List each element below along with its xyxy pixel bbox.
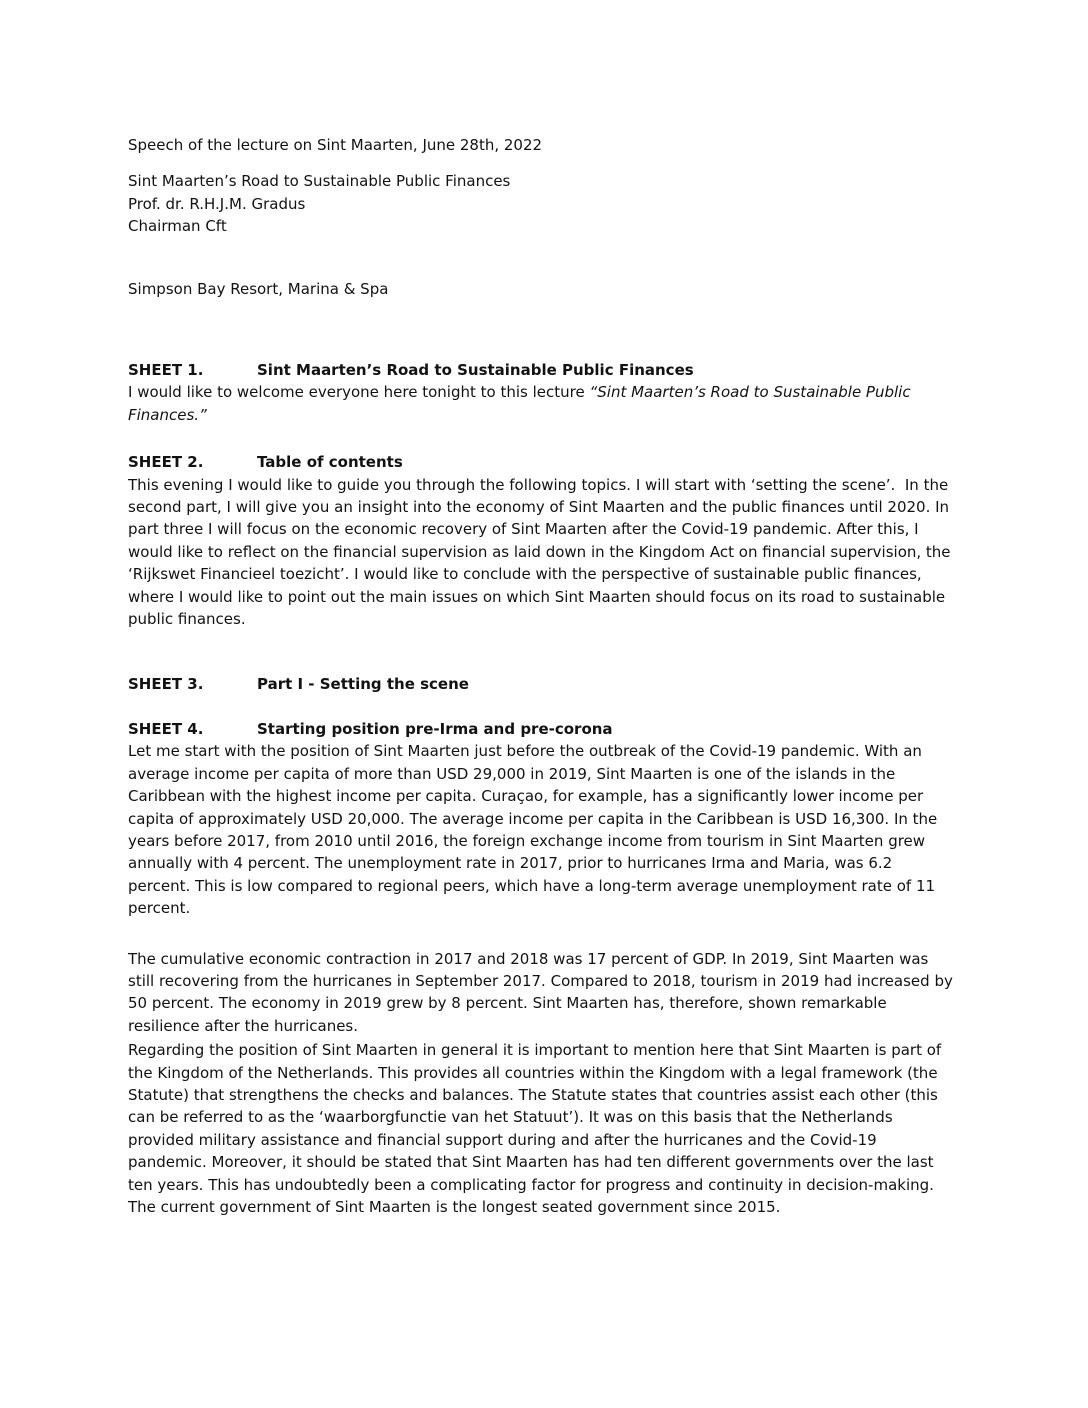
title-block — [128, 170, 958, 237]
sheet-title: Starting position pre-Irma and pre-corona — [257, 719, 613, 738]
section-sheet-1 — [128, 359, 958, 426]
section-heading — [128, 718, 958, 740]
section-heading — [128, 451, 958, 473]
author-line: Prof. dr. R.H.J.M. Gradus — [128, 194, 306, 213]
paragraph: Regarding the position of Sint Maarten in general it is important to mention here that Sint Maarten is part of the Kingdom of the Netherlands. This provides all countries within the Kingdom with a legal framework (the Statute) that strengthens the checks and balances. The Statute states that countries assist each other (this can be referred to as the ‘waarborgfunctie van het Statuut’). It was on this basis that the Netherlands provided military assistance and financial support during and after the hurricanes and the Covid-19 pandemic. Moreover, it should be stated that Sint Maarten has had ten different governments over the last ten years. This has undoubtedly been a complicating factor for progress and continuity in decision-making. The current government of Sint Maarten is the longest seated government since 2015. — [128, 1041, 946, 1217]
sheet-label: SHEET 3. — [128, 674, 204, 693]
venue-line: Simpson Bay Resort, Marina & Spa — [128, 279, 389, 298]
paragraph: Let me start with the position of Sint Maarten just before the outbreak of the Covid-19 pandemic. With an average income per capita of more than USD 29,000 in 2019, Sint Maarten is one of the islands in the Caribbean with the highest income per capita. Curaçao, for example, has a significantly lower income per capita of approximately USD 20,000. The average income per capita in the Caribbean is USD 16,300. In the years before 2017, from 2010 until 2016, the foreign exchange income from tourism in Sint Maarten grew annually with 4 percent. The unemployment rate in 2017, prior to hurricanes Irma and Maria, was 6.2 percent. This is low compared to regional peers, which have a long-term average unemployment rate of 11 percent. — [128, 742, 943, 918]
document-content — [128, 134, 958, 1218]
sheet-title: Sint Maarten’s Road to Sustainable Public Finances — [257, 361, 694, 380]
paragraph: The cumulative economic contraction in 2017 and 2018 was 17 percent of GDP. In 2019, Sint Maarten was still recovering from the hurricanes in September 2017. Compared to 2018, tourism in 2019 had increased by 50 percent. The economy in 2019 grew by 8 percent. Sint Maarten has, therefore, shown remarkable resilience after the hurricanes. — [128, 949, 958, 1035]
sheet-title: Part I - Setting the scene — [257, 674, 469, 693]
sheet-title: Table of contents — [257, 453, 403, 472]
text-run: I would like to welcome everyone here tonight to this lecture — [128, 383, 590, 402]
sheet-label: SHEET 2. — [128, 453, 204, 472]
section-heading — [128, 359, 958, 381]
sheet-label: SHEET 1. — [128, 361, 204, 380]
paragraph — [128, 381, 958, 426]
role-line: Chairman Cft — [128, 217, 227, 236]
text-run-italic: “Sint Maarten’s Road to Sustainable Public Finances.” — [128, 383, 916, 424]
document-title: Sint Maarten’s Road to Sustainable Public Finances — [128, 172, 511, 191]
date-line: Speech of the lecture on Sint Maarten, June 28th, 2022 — [128, 136, 543, 154]
section-sheet-2 — [128, 451, 958, 630]
section-sheet-3 — [128, 673, 958, 695]
section-heading — [128, 673, 958, 695]
paragraph: This evening I would like to guide you through the following topics. I will start with ‘setting the scene’. In the second part, I will give you an insight into the economy of Sint Maarten and the public finances until 2020. In part three I will focus on the economic recovery of Sint Maarten after the Covid-19 pandemic. After this, I would like to reflect on the financial supervision as laid down in the Kingdom Act on financial supervision, the ‘Rijkswet Financieel toezicht’. I would like to conclude with the perspective of sustainable public finances, where I would like to point out the main issues on which Sint Maarten should focus on its road to sustainable public finances. — [128, 475, 956, 629]
sheet-label: SHEET 4. — [128, 719, 204, 738]
section-sheet-4 — [128, 718, 958, 1219]
